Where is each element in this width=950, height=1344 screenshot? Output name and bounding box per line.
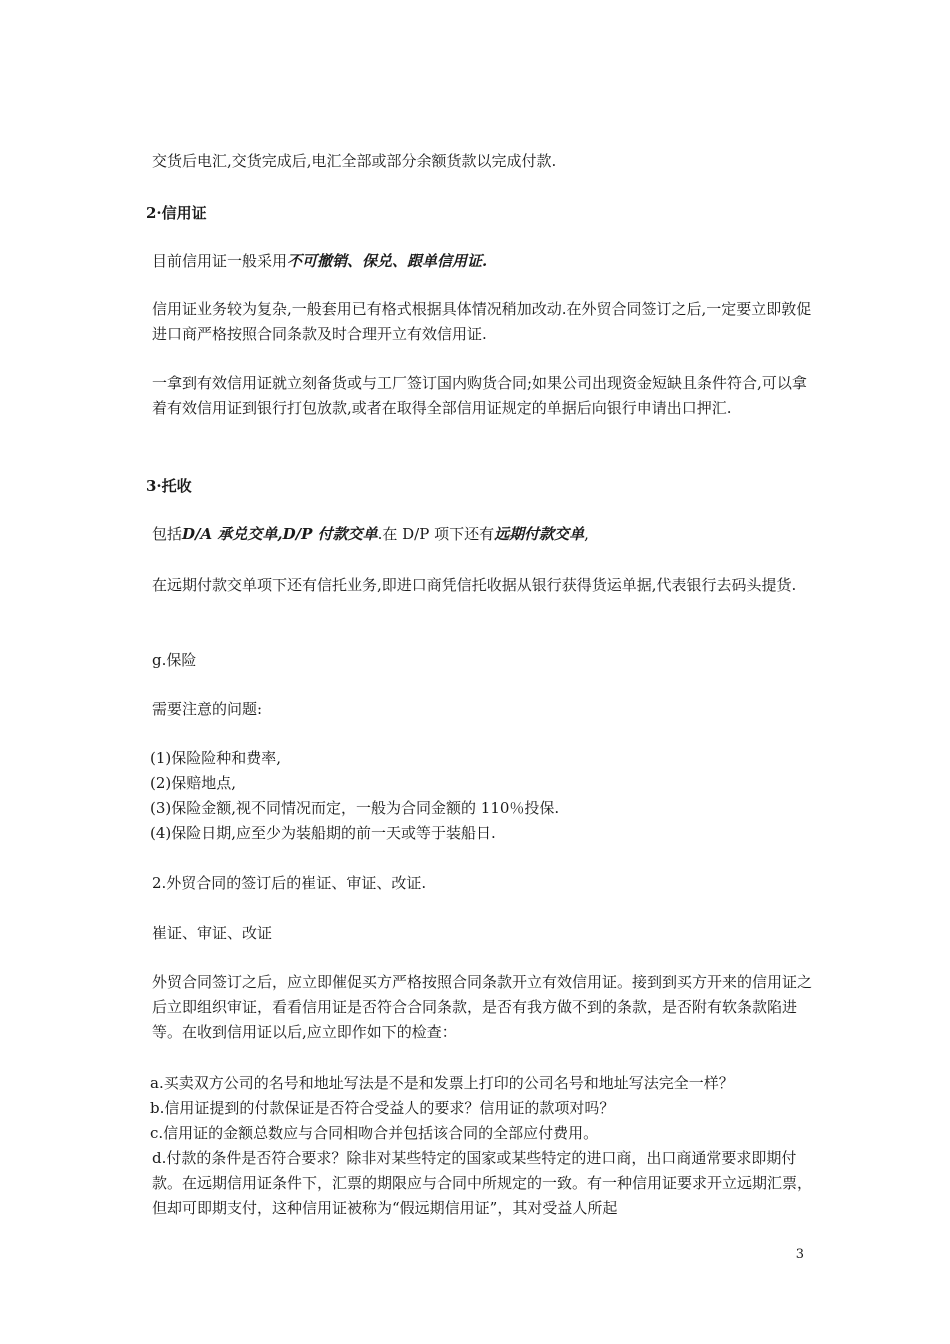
emphasis-forward-dp: 远期付款交单 [494, 525, 585, 543]
list-item: b.信用证提到的付款保证是否符合受益人的要求？信用证的款项对吗？ [150, 1099, 615, 1117]
list-item: c.信用证的金额总数应与合同相吻合并包括该合同的全部应付费用。 [150, 1124, 599, 1142]
text-span: .在 D/P 项下还有 [377, 525, 495, 543]
paragraph-lc-check-body: 外贸合同签订之后，应立即催促买方严格按照合同条款开立有效信用证。接到到买方开来的信用证之后立即组织审证，看看信用证是否符合合同条款，是否有我方做不到的条款，是否附有软条款陷进等。在收到信用证以后,应立即作如下的检查： [152, 973, 813, 1041]
paragraph-telegraphic-transfer: 交货后电汇,交货完成后,电汇全部或部分余额货款以完成付款. [152, 152, 557, 170]
check-list [146, 1071, 814, 1221]
emphasis-da: D/A 承兑交单 [182, 525, 278, 543]
paragraph-lc-business: 信用证业务较为复杂,一般套用已有格式根据具体情况稍加改动.在外贸合同签订之后,一定要立即敦促进口商严格按照合同条款及时合理开立有效信用证. [152, 300, 812, 343]
insurance-list [146, 746, 814, 846]
paragraph-lc-check-subtitle: 崔证、审证、改证 [152, 924, 273, 942]
list-item: (2)保赔地点, [150, 774, 237, 792]
list-item: (1)保险险种和费率, [150, 749, 282, 767]
list-item: d.付款的条件是否符合要求？除非对某些特定的国家或某些特定的进口商，出口商通常要求即期付款。在远期信用证条件下，汇票的期限应与合同中所规定的一致。有一种信用证要求开立远期汇票，但却可即期支付，这种信用证被称为“假远期信用证”，其对受益人所起 [152, 1149, 813, 1217]
page-number: 3 [795, 1247, 804, 1262]
emphasis-dp: D/P 付款交单 [282, 525, 378, 543]
list-item: (4)保险日期,应至少为装船期的前一天或等于装船日. [150, 824, 496, 842]
paragraph-notes: 需要注意的问题: [152, 700, 263, 718]
heading-letter-of-credit: 2·信用证 [146, 204, 207, 222]
text-span: 目前信用证一般采用 [152, 252, 288, 270]
emphasis-lc-type: 不可撤销、保兑、跟单信用证. [287, 252, 488, 270]
list-item: a.买卖双方公司的名号和地址写法是不是和发票上打印的公司名号和地址写法完全一样？ [150, 1074, 734, 1092]
text-span: 包括 [152, 525, 183, 543]
list-item: (3)保险金额,视不同情况而定，一般为合同金额的 110％投保. [150, 799, 560, 817]
text-span: , [584, 525, 589, 543]
paragraph-lc-check-title: 2.外贸合同的签订后的崔证、审证、改证. [152, 874, 427, 892]
heading-collection: 3·托收 [146, 477, 192, 495]
text-span: , [277, 525, 283, 543]
paragraph-lc-type [146, 249, 816, 274]
paragraph-collection-types [146, 522, 816, 547]
paragraph-insurance: g.保险 [152, 651, 197, 669]
paragraph-trust-receipt: 在远期付款交单项下还有信托业务,即进口商凭信托收据从银行获得货运单据,代表银行去码头提货. [152, 576, 797, 594]
paragraph-lc-stocking: 一拿到有效信用证就立刻备货或与工厂签订国内购货合同;如果公司出现资金短缺且条件符合,可以拿着有效信用证到银行打包放款,或者在取得全部信用证规定的单据后向银行申请出口押汇. [152, 374, 807, 417]
